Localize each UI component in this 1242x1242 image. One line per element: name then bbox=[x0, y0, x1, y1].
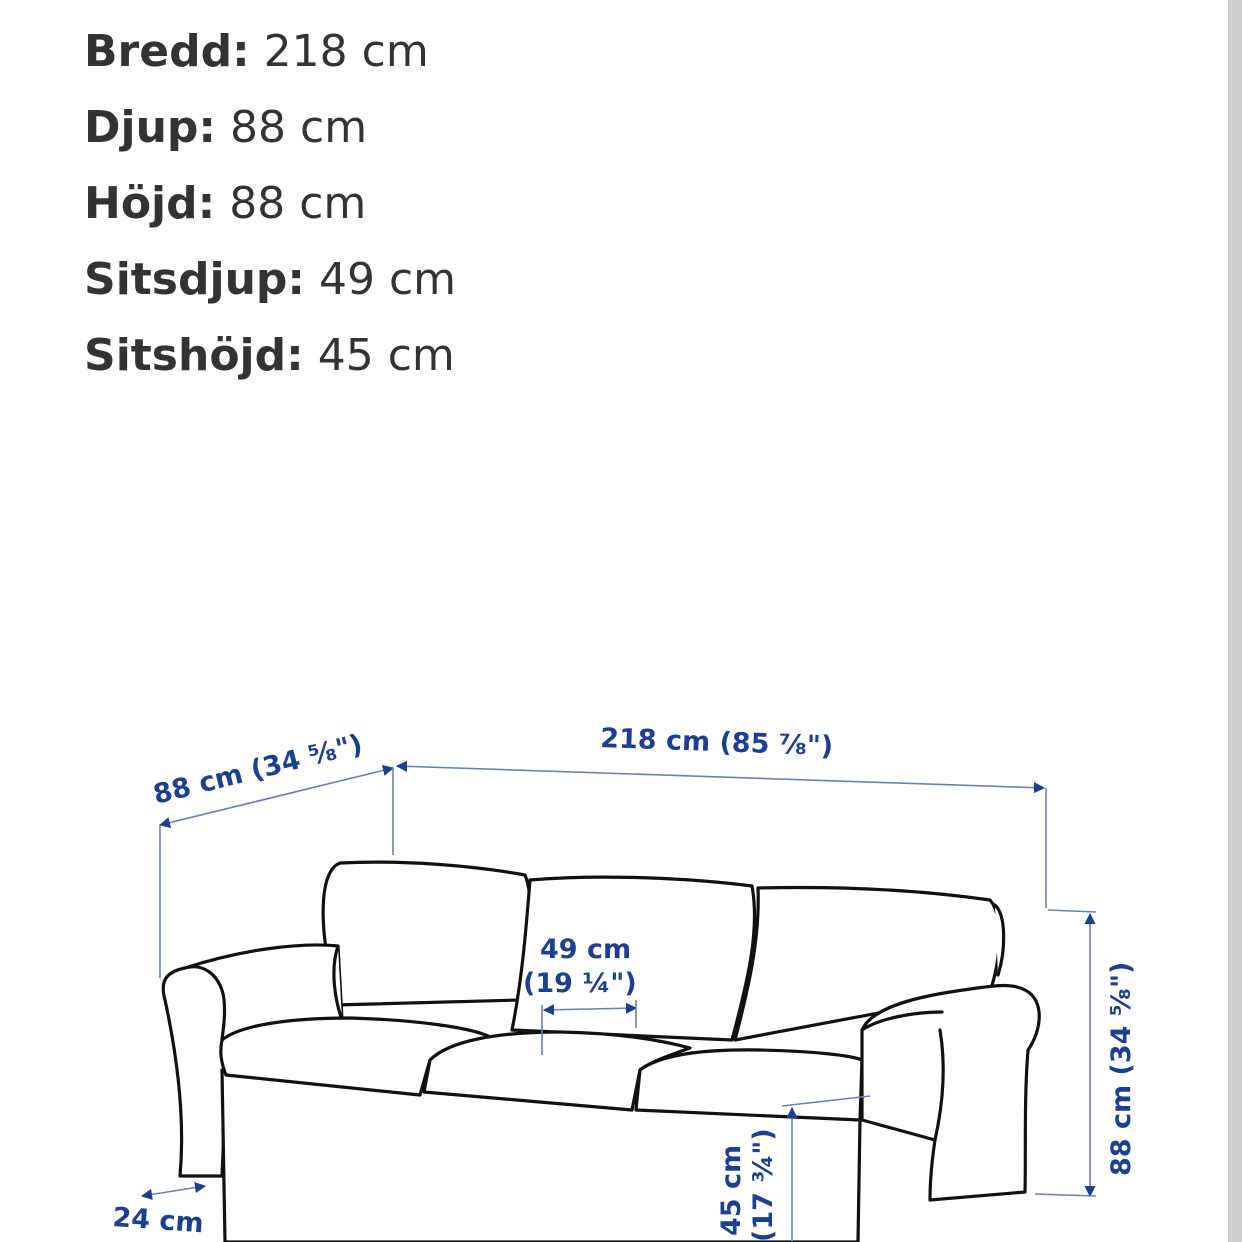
spec-value: 88 cm bbox=[230, 102, 368, 153]
spec-value: 49 cm bbox=[319, 254, 457, 305]
spec-label: Höjd: bbox=[84, 178, 216, 229]
depth-dimension-label: 88 cm (34 ⁵⁄₈") bbox=[150, 728, 366, 811]
dimension-list bbox=[84, 14, 456, 394]
leg-dimension-label: 24 cm bbox=[111, 1202, 205, 1240]
spec-value: 218 cm bbox=[263, 26, 429, 77]
height-dimension-label: 88 cm (34 ⁵⁄₈") bbox=[1106, 961, 1137, 1176]
spec-label: Bredd: bbox=[84, 26, 250, 77]
width-dimension-label: 218 cm (85 ⅞") bbox=[599, 723, 834, 763]
spec-label: Djup: bbox=[84, 102, 217, 153]
spec-label: Sitshöjd: bbox=[84, 330, 304, 381]
spec-seat-height bbox=[84, 318, 456, 394]
spec-height bbox=[84, 166, 456, 242]
seat-depth-in-label: (19 ¼") bbox=[523, 968, 637, 999]
spec-label: Sitsdjup: bbox=[84, 254, 305, 305]
spec-depth bbox=[84, 90, 456, 166]
scrollbar[interactable] bbox=[1228, 0, 1242, 1242]
spec-value: 88 cm bbox=[229, 178, 367, 229]
sofa-dimension-diagram bbox=[0, 700, 1228, 1242]
sofa-illustration bbox=[163, 862, 1039, 1242]
seat-height-in-label: (17 ¾") bbox=[748, 1128, 779, 1242]
seat-height-cm-label: 45 cm bbox=[716, 1144, 747, 1236]
spec-width bbox=[84, 14, 456, 90]
seat-depth-cm-label: 49 cm bbox=[540, 934, 632, 965]
spec-seat-depth bbox=[84, 242, 456, 318]
spec-value: 45 cm bbox=[317, 330, 455, 381]
